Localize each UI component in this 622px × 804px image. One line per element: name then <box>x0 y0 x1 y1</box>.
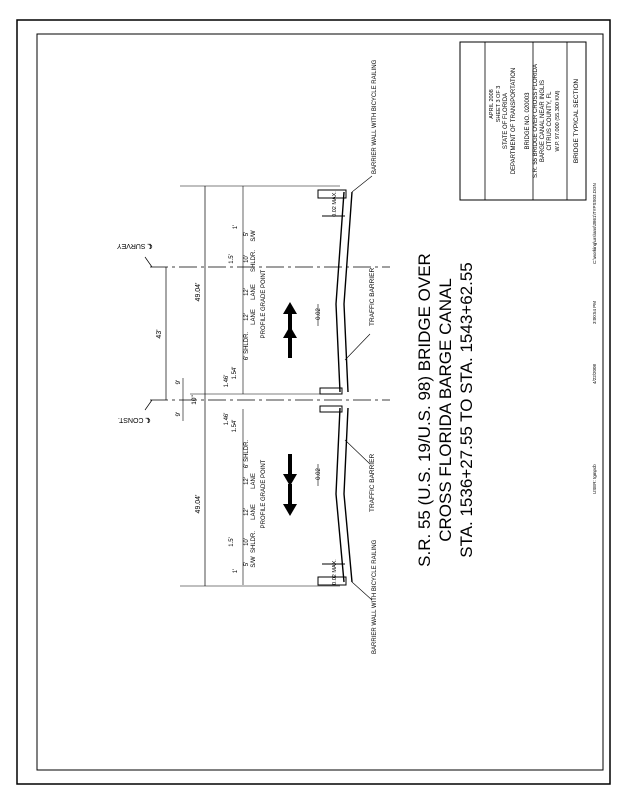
max-slope-right: 0.02 MAX. <box>332 191 338 217</box>
dim-9-b: 9' <box>175 379 182 385</box>
dim-10-median: 10" <box>191 395 198 405</box>
dim-10-shldr-right: 10' <box>244 255 250 263</box>
title-sheet: SHEET 3 OF 3 <box>496 85 502 123</box>
dim-9-a: 9' <box>175 411 182 417</box>
deck-bottom-left <box>344 408 352 582</box>
direction-arrow-left-2 <box>283 484 297 516</box>
dim-1-right: 1' <box>233 224 239 230</box>
main-title-line-2: CROSS FLORIDA BARGE CANAL <box>436 278 455 542</box>
dim-1-54-left: 1.54' <box>232 419 238 433</box>
lane-12-l1: 12' <box>244 477 250 485</box>
rotated-drawing <box>117 42 597 654</box>
outer-border <box>17 20 610 784</box>
title-wp: W.P. 97.000 (55.300 KM) <box>555 90 561 152</box>
title-description-1: S.R. 55 BRIDGE OVER CROSS FLORIDA <box>533 63 539 179</box>
sw-right: S/W <box>251 230 257 242</box>
barrier-wall-right: BARRIER WALL WITH BICYCLE RAILING <box>372 59 378 174</box>
dimensions <box>156 186 340 586</box>
max-slope-left: 0.02 MAX. <box>332 559 338 585</box>
dim-43: 43' <box>156 329 163 339</box>
slope-right: 0.02 <box>316 308 322 320</box>
shldr-6-right: 6' SHLDR. <box>244 331 250 361</box>
dim-width-right: 49.04' <box>195 282 202 302</box>
title-date: APRIL 2008 <box>489 89 495 119</box>
deck-top-left <box>336 408 344 582</box>
median-barrier-right <box>320 388 342 394</box>
lane-r1: LANE <box>251 284 257 300</box>
dim-1-46-right: 1.46' <box>224 374 230 388</box>
dim-width-left: 49.04' <box>195 494 202 514</box>
footer-time: 3:00:54 PM <box>592 300 597 324</box>
shldr-6-left: 6' SHLDR. <box>244 439 250 469</box>
lane-l2: LANE <box>251 504 257 520</box>
dim-1-left: 1' <box>233 568 239 574</box>
dim-1-5-left: 1.5' <box>229 537 235 547</box>
footer-date: 4/22/2008 <box>592 363 597 384</box>
lane-12-l2: 12' <box>244 508 250 516</box>
lane-r2: LANE <box>251 309 257 325</box>
slope-left: 0.02 <box>316 468 322 480</box>
dim-10-shldr-left: 10' <box>244 538 250 546</box>
title-county: CITRUS COUNTY, FL <box>547 91 553 151</box>
footer-user: USER: tgmpcb <box>592 464 597 494</box>
main-title-line-1: S.R. 55 (U.S. 19/U.S. 98) BRIDGE OVER <box>415 253 434 567</box>
main-title <box>415 253 476 567</box>
shldr-right: SHLDR. <box>251 249 257 273</box>
dim-5-left: 5' <box>244 561 250 567</box>
survey-label: ℄ SURVEY <box>116 242 152 249</box>
footer <box>592 183 597 494</box>
title-bridge-no: BRIDGE NO. 020003 <box>525 92 531 150</box>
barrier-wall-left: BARRIER WALL WITH BICYCLE RAILING <box>372 539 378 654</box>
dim-1-5-right: 1.5' <box>229 254 235 264</box>
lane-l1: LANE <box>251 473 257 489</box>
title-drawing: BRIDGE TYPICAL SECTION <box>573 78 580 164</box>
main-title-line-3: STA. 1536+27.55 TO STA. 1543+62.55 <box>457 262 476 558</box>
profile-right: PROFILE GRADE POINT <box>261 269 267 339</box>
title-state: STATE OF FLORIDA <box>503 92 509 150</box>
direction-arrow-right-2 <box>283 326 297 358</box>
median-barrier-left <box>320 406 342 412</box>
title-description-2: BARGE CANAL NEAR INGLIS <box>540 79 546 163</box>
lane-12-r2: 12' <box>244 313 250 321</box>
footer-path: C:\working\urs\ans\3861\TYPSS03.DGN <box>592 183 597 264</box>
traffic-barrier-right: TRAFFIC BARRIER <box>369 267 376 326</box>
deck-section <box>283 59 378 654</box>
dim-1-54-right: 1.54' <box>232 366 238 380</box>
direction-arrow-left-1 <box>283 454 297 486</box>
title-block <box>460 42 586 200</box>
title-department: DEPARTMENT OF TRANSPORTATION <box>511 67 517 175</box>
sw-left: S/W <box>251 556 257 568</box>
deck-bottom-right <box>344 192 352 392</box>
shldr-left: SHLDR. <box>251 530 257 554</box>
inner-border <box>37 34 603 770</box>
const-label: ℄ CONST. <box>117 416 150 423</box>
dim-1-46-left: 1.46' <box>224 412 230 426</box>
deck-top-right <box>336 192 344 392</box>
dim-5-right: 5' <box>244 231 250 237</box>
profile-left: PROFILE GRADE POINT <box>261 459 267 529</box>
traffic-barrier-left: TRAFFIC BARRIER <box>369 453 376 512</box>
lane-12-r1: 12' <box>244 288 250 296</box>
